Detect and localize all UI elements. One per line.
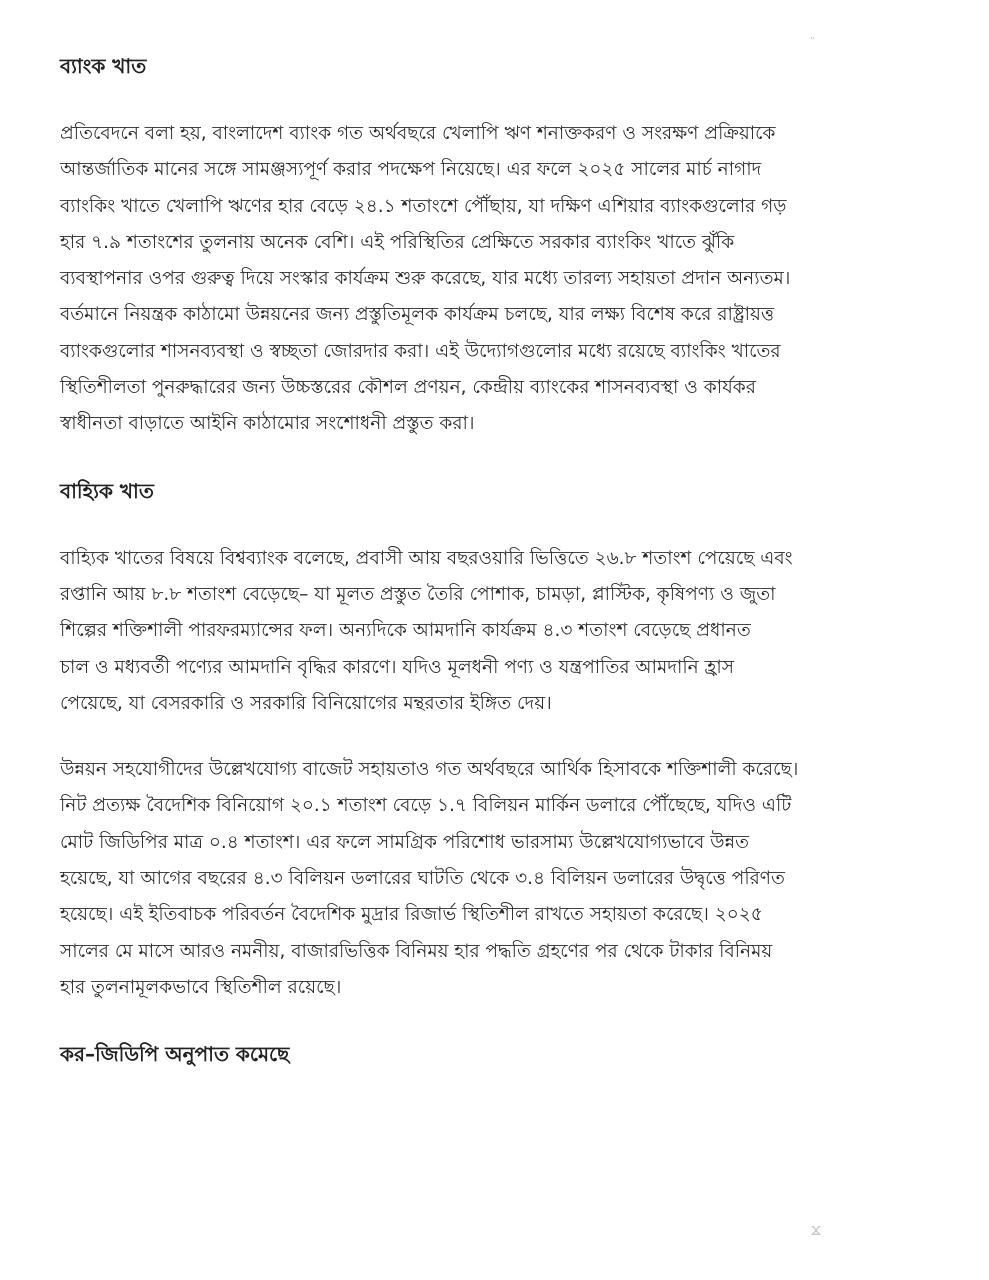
section-heading-external-sector: বাহ্যিক খাত [60,478,154,503]
text-line: হার ৭.৯ শতাংশের তুলনায় অনেক বেশি। এই পরিস্থিতির প্রেক্ষিতে সরকার ব্যাংকিং খাতে ঝুঁকি [60,231,735,253]
text-line: মোট জিডিপির মাত্র ০.৪ শতাংশ। এর ফলে সামগ্রিক পরিশোধ ভারসাম্য উল্লেখযোগ্যভাবে উন্নত [60,831,750,853]
text-line: রপ্তানি আয় ৮.৮ শতাংশ বেড়েছে– যা মূলত প্রস্তুত তৈরি পোশাক, চামড়া, প্লাস্টিক, কৃষিপণ্য ও জুতা [60,583,776,605]
text-line: চাল ও মধ্যবর্তী পণ্যের আমদানি বৃদ্ধির কারণে। যদিও মূলধনী পণ্য ও যন্ত্রপাতির আমদানি হ্রাস [60,656,734,678]
scan-artifact-mark: ‟ [810,36,816,47]
text-line: বাহ্যিক খাতের বিষয়ে বিশ্বব্যাংক বলেছে, প্রবাসী আয় বছরওয়ারি ভিত্তিতে ২৬.৮ শতাংশ পেয়েছে এবং [60,547,793,569]
text-line: সালের মে মাসে আরও নমনীয়, বাজারভিত্তিক বিনিময় হার পদ্ধতি গ্রহণের পর থেকে টাকার বিনিময় [60,940,773,962]
text-line: ব্যাংকিং খাতে খেলাপি ঋণের হার বেড়ে ২৪.১ শতাংশে পৌঁছায়, যা দক্ষিণ এশিয়ার ব্যাংকগুলোর গড় [60,195,787,217]
text-line: স্থিতিশীলতা পুনরুদ্ধারের জন্য উচ্চস্তরের কৌশল প্রণয়ন, কেন্দ্রীয় ব্যাংকের শাসনব্যবস্থা ও কার্যকর [60,377,756,399]
scan-artifact-mark: ϫ [811,1220,821,1239]
text-line: প্রতিবেদনে বলা হয়, বাংলাদেশ ব্যাংক গত অর্থবছরে খেলাপি ঋণ শনাক্তকরণ ও সংরক্ষণ প্রক্রিয়াকে [60,123,776,144]
paragraph-banking-sector [60,116,940,443]
section-heading-tax-gdp-ratio: কর–জিডিপি অনুপাত কমেছে [60,1042,290,1067]
paragraph-balance-of-payments [60,752,940,1006]
text-line: পেয়েছে, যা বেসরকারি ও সরকারি বিনিয়োগের মন্থরতার ইঙ্গিত দেয়। [60,692,552,714]
text-line: ব্যাংকগুলোর শাসনব্যবস্থা ও স্বচ্ছতা জোরদার করা। এই উদ্যোগগুলোর মধ্যে রয়েছে ব্যাংকিং খাতের [60,340,781,362]
text-line: নিট প্রত্যক্ষ বৈদেশিক বিনিয়োগ ২০.১ শতাংশ বেড়ে ১.৭ বিলিয়ন মার্কিন ডলারে পৌঁছেছে, যদিও এটি [60,795,792,817]
text-line: শিল্পের শক্তিশালী পারফরম্যান্সের ফল। অন্যদিকে আমদানি কার্যক্রম ৪.৩ শতাংশ বেড়েছে প্রধানত [60,620,751,642]
text-line: ব্যবস্থাপনার ওপর গুরুত্ব দিয়ে সংস্কার কার্যক্রম শুরু করেছে, যার মধ্যে তারল্য সহায়তা প্রদান অন্যতম। [60,268,791,290]
text-line: হার তুলনামূলকভাবে স্থিতিশীল রয়েছে। [60,976,342,998]
paragraph-external-trade [60,541,940,722]
text-line: হয়েছে, যা আগের বছরের ৪.৩ বিলিয়ন ডলারের ঘাটতি থেকে ৩.৪ বিলিয়ন ডলারের উদ্বৃত্তে পরিণত [60,868,785,890]
text-line: স্বাধীনতা বাড়াতে আইনি কাঠামোর সংশোধনী প্রস্তুত করা। [60,413,475,435]
text-line: বর্তমানে নিয়ন্ত্রক কাঠামো উন্নয়নের জন্য প্রস্তুতিমূলক কার্যক্রম চলছে, যার লক্ষ্য বিশেষ করে রাষ্ট্রায়ত্ত [60,304,775,326]
text-line: হয়েছে। এই ইতিবাচক পরিবর্তন বৈদেশিক মুদ্রার রিজার্ভ স্থিতিশীল রাখতে সহায়তা করেছে। ২০২৫ [60,904,763,926]
text-line: উন্নয়ন সহযোগীদের উল্লেখযোগ্য বাজেট সহায়তাও গত অর্থবছরে আর্থিক হিসাবকে শক্তিশালী করেছে। [60,759,799,781]
text-line: আন্তর্জাতিক মানের সঙ্গে সামঞ্জস্যপূর্ণ করার পদক্ষেপ নিয়েছে। এর ফলে ২০২৫ সালের মার্চ নাগাদ [60,159,762,181]
section-heading-banking-sector: ব্যাংক খাত [60,54,147,78]
document-page [60,48,940,1104]
